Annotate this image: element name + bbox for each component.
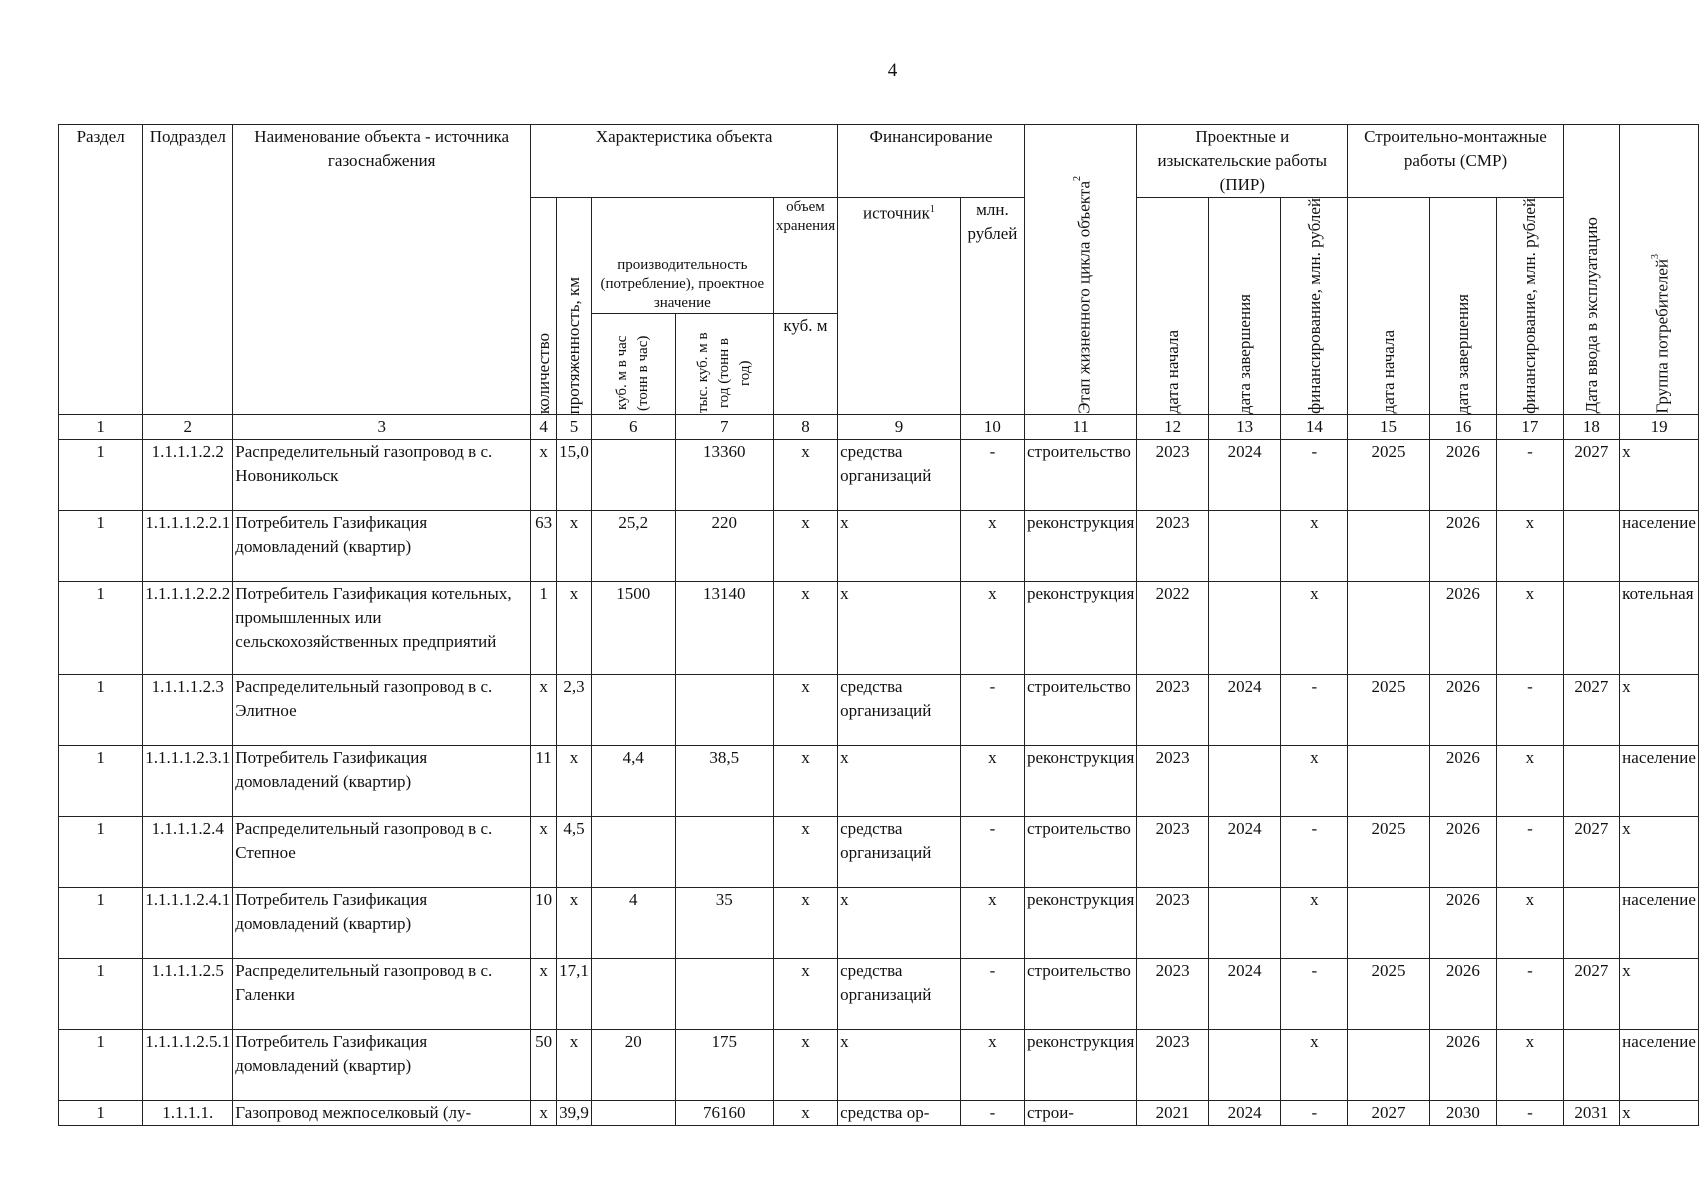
table-row bbox=[59, 816, 1699, 887]
table-cell-col-13: 2024 bbox=[1208, 674, 1281, 745]
table-cell-col-3: Распределительный газопровод в с. Галенки bbox=[233, 958, 531, 1029]
column-number: 19 bbox=[1620, 414, 1699, 439]
table-row bbox=[59, 958, 1699, 1029]
table-cell-col-9: х bbox=[838, 581, 961, 674]
table-cell-col-3: Потребитель Газификация домовладений (квартир) bbox=[233, 745, 531, 816]
table-cell-col-16: 2026 bbox=[1429, 510, 1497, 581]
header-subsection: Подраздел bbox=[143, 125, 233, 415]
page-number: 4 bbox=[887, 60, 898, 81]
table-cell-col-13: 2024 bbox=[1208, 1100, 1281, 1125]
table-cell-col-9: средства организаций bbox=[838, 439, 961, 510]
table-cell-col-5: 4,5 bbox=[557, 816, 592, 887]
table-cell-col-8: х bbox=[773, 581, 837, 674]
table-cell-col-12: 2023 bbox=[1137, 439, 1209, 510]
table-cell-col-3: Потребитель Газификация домовладений (квартир) bbox=[233, 887, 531, 958]
table-cell-col-5: 2,3 bbox=[557, 674, 592, 745]
table-row bbox=[59, 581, 1699, 674]
table-cell-col-2: 1.1.1.1.2.3 bbox=[143, 674, 233, 745]
table-cell-col-12: 2023 bbox=[1137, 674, 1209, 745]
table-cell-col-13 bbox=[1208, 887, 1281, 958]
table-cell-col-7 bbox=[675, 674, 773, 745]
table-cell-col-3: Распределительный газопровод в с. Степное bbox=[233, 816, 531, 887]
table-cell-col-11: реконструкция bbox=[1025, 1029, 1137, 1100]
header-smr-start: дата начала bbox=[1348, 198, 1429, 415]
table-cell-col-6: 20 bbox=[591, 1029, 675, 1100]
table-cell-col-18 bbox=[1563, 745, 1619, 816]
table-cell-col-5: х bbox=[557, 510, 592, 581]
table-cell-col-18 bbox=[1563, 887, 1619, 958]
table-cell-col-19: х bbox=[1620, 1100, 1699, 1125]
header-capacity-hour: куб. м в час (тонн в час) bbox=[591, 314, 675, 414]
table-cell-col-1: 1 bbox=[59, 510, 143, 581]
table-cell-col-2: 1.1.1.1.2.2.2 bbox=[143, 581, 233, 674]
header-count: количество bbox=[531, 198, 557, 415]
table-cell-col-19: население bbox=[1620, 1029, 1699, 1100]
table-cell-col-17: - bbox=[1497, 1100, 1564, 1125]
table-cell-col-15 bbox=[1348, 887, 1429, 958]
column-number: 15 bbox=[1348, 414, 1429, 439]
table-cell-col-19: население bbox=[1620, 745, 1699, 816]
table-cell-col-3: Распределительный газопровод в с. Новоникольск bbox=[233, 439, 531, 510]
table-cell-col-5: 17,1 bbox=[557, 958, 592, 1029]
table-cell-col-1: 1 bbox=[59, 674, 143, 745]
table-cell-col-13 bbox=[1208, 745, 1281, 816]
table-cell-col-15 bbox=[1348, 1029, 1429, 1100]
table-cell-col-6: 25,2 bbox=[591, 510, 675, 581]
table-cell-col-9: х bbox=[838, 745, 961, 816]
table-cell-col-11: строительство bbox=[1025, 439, 1137, 510]
table-cell-col-16: 2026 bbox=[1429, 958, 1497, 1029]
table-row bbox=[59, 510, 1699, 581]
table-cell-col-16: 2026 bbox=[1429, 745, 1497, 816]
table-cell-col-13: 2024 bbox=[1208, 958, 1281, 1029]
table-cell-col-17: х bbox=[1497, 581, 1564, 674]
table-cell-col-8: х bbox=[773, 1029, 837, 1100]
header-capacity-year: тыс. куб. м в год (тонн в год) bbox=[675, 314, 773, 414]
column-number: 18 bbox=[1563, 414, 1619, 439]
table-cell-col-14: - bbox=[1281, 439, 1348, 510]
header-amount: млн. рублей bbox=[960, 198, 1024, 415]
table-cell-col-7 bbox=[675, 958, 773, 1029]
table-cell-col-12: 2023 bbox=[1137, 745, 1209, 816]
table-cell-col-9: средства организаций bbox=[838, 674, 961, 745]
header-capacity: производительность (потребление), проектное значение bbox=[591, 198, 773, 314]
table-cell-col-19: х bbox=[1620, 816, 1699, 887]
column-number: 5 bbox=[557, 414, 592, 439]
table-cell-col-10: х bbox=[960, 745, 1024, 816]
table-cell-col-6 bbox=[591, 816, 675, 887]
table-cell-col-14: - bbox=[1281, 958, 1348, 1029]
header-commission: Дата ввода в эксплуатацию bbox=[1563, 125, 1619, 415]
table-cell-col-6 bbox=[591, 439, 675, 510]
column-number: 16 bbox=[1429, 414, 1497, 439]
table-cell-col-17: х bbox=[1497, 1029, 1564, 1100]
table-cell-col-16: 2026 bbox=[1429, 674, 1497, 745]
table-cell-col-4: х bbox=[531, 1100, 557, 1125]
table-cell-col-15 bbox=[1348, 745, 1429, 816]
table-cell-col-11: реконструкция bbox=[1025, 745, 1137, 816]
table-cell-col-10: х bbox=[960, 510, 1024, 581]
column-number: 6 bbox=[591, 414, 675, 439]
header-consumer-group: Группа потребителей$^3$ bbox=[1620, 125, 1699, 415]
table-cell-col-2: 1.1.1.1.2.4.1 bbox=[143, 887, 233, 958]
table-cell-col-4: 10 bbox=[531, 887, 557, 958]
header-pir-start: дата начала bbox=[1137, 198, 1209, 415]
table-cell-col-8: х bbox=[773, 510, 837, 581]
table-cell-col-18 bbox=[1563, 581, 1619, 674]
table-cell-col-16: 2026 bbox=[1429, 439, 1497, 510]
table-row bbox=[59, 439, 1699, 510]
column-number: 11 bbox=[1025, 414, 1137, 439]
table-cell-col-12: 2023 bbox=[1137, 816, 1209, 887]
table-row bbox=[59, 745, 1699, 816]
table-cell-col-17: - bbox=[1497, 816, 1564, 887]
table-cell-col-12: 2021 bbox=[1137, 1100, 1209, 1125]
header-section: Раздел bbox=[59, 125, 143, 415]
table-cell-col-2: 1.1.1.1.2.2 bbox=[143, 439, 233, 510]
table-cell-col-14: х bbox=[1281, 887, 1348, 958]
table-cell-col-10: - bbox=[960, 958, 1024, 1029]
table-cell-col-3: Газопровод межпоселковый (лу- bbox=[233, 1100, 531, 1125]
table-cell-col-15: 2025 bbox=[1348, 439, 1429, 510]
header-length: протяженность, км bbox=[557, 198, 592, 415]
header-name: Наименование объекта - источника газоснабжения bbox=[233, 125, 531, 415]
table-cell-col-15: 2025 bbox=[1348, 674, 1429, 745]
table-cell-col-2: 1.1.1.1.2.5 bbox=[143, 958, 233, 1029]
table-cell-col-3: Распределительный газопровод в с. Элитное bbox=[233, 674, 531, 745]
table-row bbox=[59, 1100, 1699, 1125]
table-cell-col-16: 2026 bbox=[1429, 1029, 1497, 1100]
table-cell-col-6 bbox=[591, 1100, 675, 1125]
table-cell-col-10: - bbox=[960, 816, 1024, 887]
table-cell-col-11: строительство bbox=[1025, 816, 1137, 887]
table-cell-col-18: 2031 bbox=[1563, 1100, 1619, 1125]
table-cell-col-5: 15,0 bbox=[557, 439, 592, 510]
table-cell-col-7: 35 bbox=[675, 887, 773, 958]
table-cell-col-4: х bbox=[531, 816, 557, 887]
table-cell-col-7 bbox=[675, 816, 773, 887]
header-characteristics: Характеристика объекта bbox=[531, 125, 838, 198]
table-cell-col-11: реконструкция bbox=[1025, 887, 1137, 958]
table-cell-col-9: х bbox=[838, 510, 961, 581]
table-cell-col-7: 220 bbox=[675, 510, 773, 581]
table-cell-col-14: х bbox=[1281, 581, 1348, 674]
table-cell-col-1: 1 bbox=[59, 887, 143, 958]
table-cell-col-19: население bbox=[1620, 887, 1699, 958]
table-cell-col-9: х bbox=[838, 1029, 961, 1100]
table-cell-col-12: 2022 bbox=[1137, 581, 1209, 674]
table-cell-col-10: х bbox=[960, 1029, 1024, 1100]
table-cell-col-11: реконструкция bbox=[1025, 581, 1137, 674]
table-body bbox=[59, 439, 1699, 1125]
table-cell-col-14: - bbox=[1281, 1100, 1348, 1125]
table-cell-col-2: 1.1.1.1.2.5.1 bbox=[143, 1029, 233, 1100]
table-cell-col-5: х bbox=[557, 887, 592, 958]
table-cell-col-18 bbox=[1563, 1029, 1619, 1100]
table-cell-col-9: средства ор- bbox=[838, 1100, 961, 1125]
table-cell-col-7: 76160 bbox=[675, 1100, 773, 1125]
table-cell-col-9: средства организаций bbox=[838, 958, 961, 1029]
column-number-row bbox=[59, 414, 1699, 439]
header-pir-fin: финансирование, млн. рублей bbox=[1281, 198, 1348, 415]
header-smr-end: дата завершения bbox=[1429, 198, 1497, 415]
table-row bbox=[59, 887, 1699, 958]
table-cell-col-4: х bbox=[531, 674, 557, 745]
column-number: 9 bbox=[838, 414, 961, 439]
table-cell-col-15: 2027 bbox=[1348, 1100, 1429, 1125]
table-cell-col-6 bbox=[591, 958, 675, 1029]
table-cell-col-4: 50 bbox=[531, 1029, 557, 1100]
table-cell-col-17: - bbox=[1497, 674, 1564, 745]
header-pir: Проектные и изыскательские работы (ПИР) bbox=[1137, 125, 1348, 198]
table-cell-col-15: 2025 bbox=[1348, 816, 1429, 887]
table-cell-col-11: строи- bbox=[1025, 1100, 1137, 1125]
table-cell-col-13 bbox=[1208, 581, 1281, 674]
header-storage: объем хранения bbox=[773, 198, 837, 314]
table-cell-col-13 bbox=[1208, 1029, 1281, 1100]
table-cell-col-2: 1.1.1.1.2.2.1 bbox=[143, 510, 233, 581]
table-cell-col-10: - bbox=[960, 1100, 1024, 1125]
table-cell-col-8: х bbox=[773, 439, 837, 510]
table-cell-col-9: средства организаций bbox=[838, 816, 961, 887]
table-cell-col-13: 2024 bbox=[1208, 816, 1281, 887]
table-cell-col-18: 2027 bbox=[1563, 816, 1619, 887]
table-cell-col-14: - bbox=[1281, 674, 1348, 745]
table-cell-col-7: 38,5 bbox=[675, 745, 773, 816]
column-number: 7 bbox=[675, 414, 773, 439]
column-number: 12 bbox=[1137, 414, 1209, 439]
header-lifecycle: Этап жизненного цикла объекта$^2$ bbox=[1025, 125, 1137, 415]
table-cell-col-7: 175 bbox=[675, 1029, 773, 1100]
table-cell-col-16: 2026 bbox=[1429, 887, 1497, 958]
table-cell-col-15: 2025 bbox=[1348, 958, 1429, 1029]
table-cell-col-17: - bbox=[1497, 439, 1564, 510]
column-number: 4 bbox=[531, 414, 557, 439]
table-cell-col-7: 13140 bbox=[675, 581, 773, 674]
table-cell-col-12: 2023 bbox=[1137, 958, 1209, 1029]
column-number: 1 bbox=[59, 414, 143, 439]
table-cell-col-5: х bbox=[557, 745, 592, 816]
table-cell-col-11: реконструкция bbox=[1025, 510, 1137, 581]
table-cell-col-19: котельная bbox=[1620, 581, 1699, 674]
table-cell-col-10: - bbox=[960, 439, 1024, 510]
table-cell-col-6 bbox=[591, 674, 675, 745]
table-cell-col-17: - bbox=[1497, 958, 1564, 1029]
table-cell-col-14: - bbox=[1281, 816, 1348, 887]
table-cell-col-4: 1 bbox=[531, 581, 557, 674]
table-cell-col-4: х bbox=[531, 439, 557, 510]
table-cell-col-1: 1 bbox=[59, 816, 143, 887]
table-cell-col-8: х bbox=[773, 674, 837, 745]
column-number: 17 bbox=[1497, 414, 1564, 439]
table-cell-col-2: 1.1.1.1.2.3.1 bbox=[143, 745, 233, 816]
table-cell-col-4: х bbox=[531, 958, 557, 1029]
table-cell-col-12: 2023 bbox=[1137, 1029, 1209, 1100]
table-cell-col-3: Потребитель Газификация домовладений (квартир) bbox=[233, 510, 531, 581]
table-cell-col-9: х bbox=[838, 887, 961, 958]
table-cell-col-10: х bbox=[960, 581, 1024, 674]
table-cell-col-19: х bbox=[1620, 439, 1699, 510]
table-cell-col-4: 63 bbox=[531, 510, 557, 581]
table-cell-col-13 bbox=[1208, 510, 1281, 581]
column-number: 2 bbox=[143, 414, 233, 439]
table-cell-col-1: 1 bbox=[59, 958, 143, 1029]
table-cell-col-14: х bbox=[1281, 745, 1348, 816]
table-cell-col-7: 13360 bbox=[675, 439, 773, 510]
table-cell-col-11: строительство bbox=[1025, 674, 1137, 745]
table-cell-col-1: 1 bbox=[59, 439, 143, 510]
column-number: 14 bbox=[1281, 414, 1348, 439]
table-cell-col-2: 1.1.1.1. bbox=[143, 1100, 233, 1125]
header-pir-end: дата завершения bbox=[1208, 198, 1281, 415]
table-cell-col-18: 2027 bbox=[1563, 958, 1619, 1029]
table-cell-col-1: 1 bbox=[59, 745, 143, 816]
table-cell-col-18: 2027 bbox=[1563, 674, 1619, 745]
table-cell-col-5: х bbox=[557, 1029, 592, 1100]
table-cell-col-19: население bbox=[1620, 510, 1699, 581]
header-smr-fin: финансирование, млн. рублей bbox=[1497, 198, 1564, 415]
table-cell-col-17: х bbox=[1497, 745, 1564, 816]
table-cell-col-18 bbox=[1563, 510, 1619, 581]
header-financing: Финансирование bbox=[838, 125, 1025, 198]
column-number: 10 bbox=[960, 414, 1024, 439]
column-number: 8 bbox=[773, 414, 837, 439]
table-cell-col-12: 2023 bbox=[1137, 887, 1209, 958]
table-cell-col-4: 11 bbox=[531, 745, 557, 816]
table-cell-col-13: 2024 bbox=[1208, 439, 1281, 510]
table-cell-col-6: 1500 bbox=[591, 581, 675, 674]
table-cell-col-15 bbox=[1348, 581, 1429, 674]
table-cell-col-8: х bbox=[773, 745, 837, 816]
table-cell-col-11: строительство bbox=[1025, 958, 1137, 1029]
table-cell-col-1: 1 bbox=[59, 581, 143, 674]
table-cell-col-17: х bbox=[1497, 510, 1564, 581]
table-cell-col-8: х bbox=[773, 887, 837, 958]
table-cell-col-3: Потребитель Газификация котельных, промышленных или сельскохозяйственных предприятий bbox=[233, 581, 531, 674]
table-cell-col-15 bbox=[1348, 510, 1429, 581]
table-cell-col-3: Потребитель Газификация домовладений (квартир) bbox=[233, 1029, 531, 1100]
table-cell-col-12: 2023 bbox=[1137, 510, 1209, 581]
table-cell-col-17: х bbox=[1497, 887, 1564, 958]
table-cell-col-6: 4,4 bbox=[591, 745, 675, 816]
table-row bbox=[59, 1029, 1699, 1100]
table-cell-col-8: х bbox=[773, 816, 837, 887]
table-cell-col-18: 2027 bbox=[1563, 439, 1619, 510]
table-cell-col-14: х bbox=[1281, 1029, 1348, 1100]
table-cell-col-6: 4 bbox=[591, 887, 675, 958]
table-cell-col-2: 1.1.1.1.2.4 bbox=[143, 816, 233, 887]
table-cell-col-14: х bbox=[1281, 510, 1348, 581]
table-cell-col-1: 1 bbox=[59, 1029, 143, 1100]
table-cell-col-5: 39,9 bbox=[557, 1100, 592, 1125]
header-storage-unit: куб. м bbox=[773, 314, 837, 414]
table-cell-col-19: х bbox=[1620, 674, 1699, 745]
gas-supply-table bbox=[58, 124, 1699, 1126]
header-source: источник$^1$ bbox=[838, 198, 961, 415]
column-number: 13 bbox=[1208, 414, 1281, 439]
table-cell-col-19: х bbox=[1620, 958, 1699, 1029]
header-smr: Строительно-монтажные работы (СМР) bbox=[1348, 125, 1563, 198]
table-cell-col-1: 1 bbox=[59, 1100, 143, 1125]
table-cell-col-10: х bbox=[960, 887, 1024, 958]
table-cell-col-16: 2026 bbox=[1429, 581, 1497, 674]
table-cell-col-16: 2026 bbox=[1429, 816, 1497, 887]
table-cell-col-10: - bbox=[960, 674, 1024, 745]
table-cell-col-8: х bbox=[773, 1100, 837, 1125]
table-cell-col-8: х bbox=[773, 958, 837, 1029]
table-row bbox=[59, 674, 1699, 745]
table-cell-col-5: х bbox=[557, 581, 592, 674]
column-number: 3 bbox=[233, 414, 531, 439]
table-cell-col-16: 2030 bbox=[1429, 1100, 1497, 1125]
